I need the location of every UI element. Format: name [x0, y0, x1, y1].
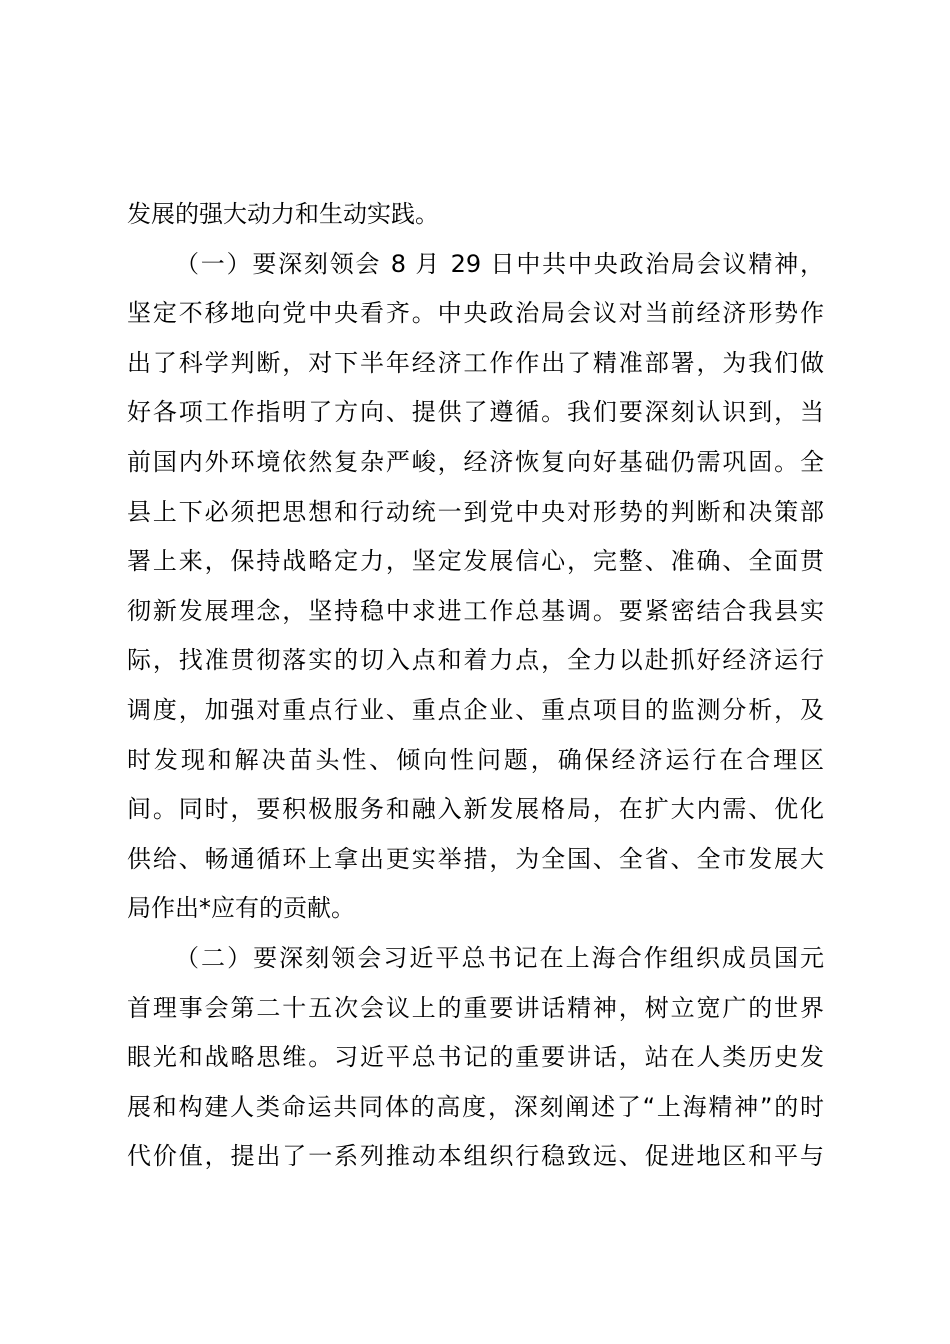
- text-line: 间。同时，要积极服务和融入新发展格局，在扩大内需、优化: [127, 795, 824, 824]
- text-line: 发展的强大动力和生动实践。: [127, 200, 439, 228]
- text-line: 好各项工作指明了方向、提供了遵循。我们要深刻认识到，当: [127, 398, 824, 427]
- text-line: 署上来，保持战略定力，坚定发展信心，完整、准确、全面贯: [127, 547, 824, 576]
- text-line: 县上下必须把思想和行动统一到党中央对形势的判断和决策部: [127, 497, 824, 526]
- text-line: 坚定不移地向党中央看齐。中央政治局会议对当前经济形势作: [127, 299, 824, 328]
- text-line: 调度，加强对重点行业、重点企业、重点项目的监测分析，及: [127, 695, 824, 724]
- text-line: 展和构建人类命运共同体的高度，深刻阐述了“上海精神”的时: [127, 1092, 824, 1121]
- text-line: 首理事会第二十五次会议上的重要讲话精神，树立宽广的世界: [127, 993, 824, 1022]
- document-body: [127, 190, 824, 1182]
- text-line: 供给、畅通循环上拿出更实举措，为全国、全省、全市发展大: [127, 844, 824, 873]
- text-line: 出了科学判断，对下半年经济工作作出了精准部署，为我们做: [127, 348, 824, 377]
- section-heading-line: （二）要深刻领会习近平总书记在上海合作组织成员国元: [175, 943, 824, 972]
- section-heading-line: （一）要深刻领会 8 月 29 日中共中央政治局会议精神，: [175, 249, 824, 278]
- text-line: 际，找准贯彻落实的切入点和着力点，全力以赴抓好经济运行: [127, 646, 824, 675]
- text-line: 眼光和战略思维。习近平总书记的重要讲话，站在人类历史发: [127, 1043, 824, 1072]
- text-line: 前国内外环境依然复杂严峻，经济恢复向好基础仍需巩固。全: [127, 447, 824, 476]
- text-line: 局作出*应有的贡献。: [127, 894, 355, 923]
- text-line: 时发现和解决苗头性、倾向性问题，确保经济运行在合理区: [127, 745, 824, 774]
- text-line: 代价值，提出了一系列推动本组织行稳致远、促进地区和平与: [127, 1142, 824, 1171]
- text-line: 彻新发展理念，坚持稳中求进工作总基调。要紧密结合我县实: [127, 596, 824, 625]
